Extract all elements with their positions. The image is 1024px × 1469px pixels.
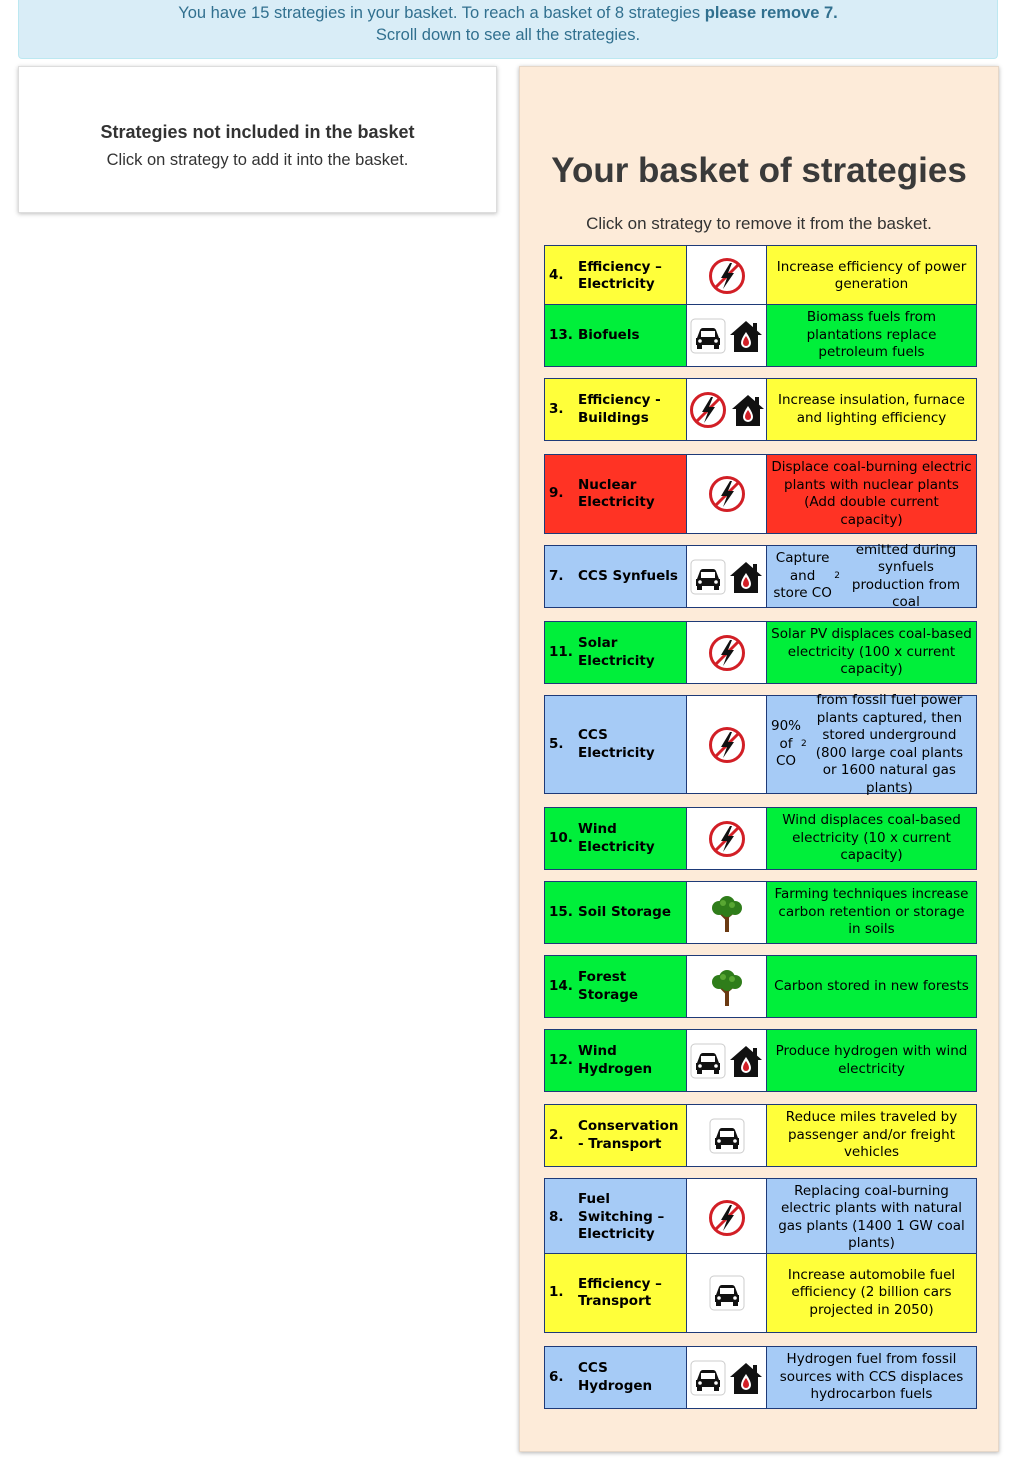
strategy-card[interactable] <box>544 454 977 534</box>
car-icon <box>690 1360 726 1396</box>
strategy-number: 7. <box>549 567 564 584</box>
strategy-name <box>545 1030 687 1091</box>
strategy-label: Wind Hydrogen <box>578 1043 653 1077</box>
strategy-label: Efficiency – Electricity <box>578 258 662 292</box>
strategy-label: Wind Electricity <box>578 821 655 855</box>
alert-remove-count: please remove 7. <box>704 4 838 22</box>
alert-line-1 <box>19 2 997 24</box>
strategy-icons <box>687 696 767 793</box>
strategy-description: Reduce miles traveled by passenger and/or freight vehicles <box>785 1109 958 1161</box>
strategy-icons <box>687 455 767 533</box>
strategy-label: Fuel Switching – Electricity <box>578 1191 665 1243</box>
electricity-icon <box>707 819 747 859</box>
strategy-label: Efficiency - Buildings <box>578 392 661 426</box>
house-fuel-icon <box>728 559 764 595</box>
strategy-name <box>545 546 687 607</box>
strategy-icons <box>687 246 767 306</box>
strategy-number: 9. <box>549 485 564 502</box>
strategy-card[interactable] <box>544 245 977 307</box>
alert-text: You have 15 strategies in your basket. To reach a basket of 8 strategies <box>178 4 705 22</box>
strategy-label: Soil Storage <box>578 903 671 920</box>
strategy-name <box>545 1347 687 1408</box>
strategy-icons <box>687 1179 767 1256</box>
strategy-label: Nuclear Electricity <box>578 476 655 510</box>
strategy-label: Efficiency – Transport <box>578 1275 662 1309</box>
strategy-name <box>545 622 687 683</box>
electricity-icon <box>707 256 747 296</box>
tree-icon <box>709 892 745 934</box>
strategy-icons <box>687 622 767 683</box>
strategy-icons <box>687 1347 767 1408</box>
strategy-card[interactable] <box>544 1104 977 1167</box>
strategy-label: CCS Synfuels <box>578 567 678 584</box>
strategy-card[interactable] <box>544 1253 977 1333</box>
car-icon <box>690 1043 726 1079</box>
not-included-panel <box>18 66 497 213</box>
strategy-icons <box>687 956 767 1017</box>
strategy-card[interactable] <box>544 807 977 870</box>
strategy-card[interactable] <box>544 1346 977 1409</box>
strategy-name <box>545 455 687 533</box>
strategy-name <box>545 1179 687 1256</box>
strategy-label: Conservation - Transport <box>578 1118 679 1152</box>
strategy-number: 3. <box>549 400 564 417</box>
alert-line-2: Scroll down to see all the strategies. <box>375 26 641 44</box>
electricity-icon <box>707 725 747 765</box>
strategy-number: 1. <box>549 1284 564 1301</box>
house-fuel-icon <box>728 1043 764 1079</box>
strategy-name <box>545 696 687 793</box>
strategy-description: Produce hydrogen with wind electricity <box>775 1043 968 1077</box>
electricity-icon <box>688 390 728 430</box>
house-fuel-icon <box>730 392 766 428</box>
strategy-icons <box>687 546 767 607</box>
strategy-description: Capture and store CO 2 emitted during synfuels production from coal <box>773 541 961 610</box>
strategy-card[interactable] <box>544 621 977 684</box>
strategy-card[interactable] <box>544 692 977 796</box>
strategy-icons <box>687 1105 767 1166</box>
strategy-number: 12. <box>549 1051 573 1068</box>
strategy-icons <box>687 808 767 869</box>
strategy-card[interactable] <box>544 304 977 367</box>
strategy-label: Solar Electricity <box>578 635 655 669</box>
strategy-number: 6. <box>549 1368 564 1385</box>
basket-subtitle: Click on strategy to remove it from the basket. <box>586 214 932 233</box>
car-icon <box>690 559 726 595</box>
strategy-number: 8. <box>549 1208 564 1225</box>
electricity-icon <box>707 1198 747 1238</box>
strategy-description: 90% of CO 2 from fossil fuel power plants captured, then stored underground (800 large coal plants or 1600 natural gas plants) <box>771 692 964 796</box>
strategy-icons <box>687 1030 767 1091</box>
strategy-description: Carbon stored in new forests <box>774 977 969 994</box>
strategy-name <box>545 956 687 1017</box>
strategy-number: 5. <box>549 735 564 752</box>
strategy-card[interactable] <box>544 1029 977 1092</box>
strategy-name <box>545 379 687 440</box>
not-included-subtitle: Click on strategy to add it into the basket. <box>106 151 409 169</box>
strategy-card[interactable] <box>544 881 977 944</box>
house-fuel-icon <box>728 318 764 354</box>
strategy-card[interactable] <box>544 1178 977 1257</box>
strategy-card[interactable] <box>544 378 977 441</box>
strategy-number: 11. <box>549 643 573 660</box>
strategy-description: Biomass fuels from plantations replace petroleum fuels <box>806 309 937 361</box>
strategy-label: CCS Electricity <box>578 727 655 761</box>
strategy-description: Increase insulation, furnace and lighting efficiency <box>778 392 965 426</box>
electricity-icon <box>707 474 747 514</box>
strategy-name <box>545 882 687 943</box>
strategy-number: 4. <box>549 267 564 284</box>
strategy-description: Replacing coal-burning electric plants with natural gas plants (1400 1 GW coal plants) <box>778 1182 965 1251</box>
car-icon <box>709 1275 745 1311</box>
strategy-icons <box>687 1254 767 1332</box>
strategy-number: 15. <box>549 903 573 920</box>
strategy-number: 14. <box>549 977 573 994</box>
car-icon <box>709 1118 745 1154</box>
strategy-card[interactable] <box>544 955 977 1018</box>
strategy-name <box>545 1105 687 1166</box>
basket-title: Your basket of strategies <box>551 151 967 190</box>
strategy-icons <box>687 379 767 440</box>
not-included-title: Strategies not included in the basket <box>100 122 415 142</box>
strategy-description: Wind displaces coal-based electricity (10 x current capacity) <box>782 812 961 864</box>
strategy-label: Biofuels <box>578 326 640 343</box>
strategy-number: 2. <box>549 1126 564 1143</box>
car-icon <box>690 318 726 354</box>
strategy-description: Hydrogen fuel from fossil sources with CCS displaces hydrocarbon fuels <box>779 1351 964 1403</box>
strategy-description: Solar PV displaces coal-based electricity (100 x current capacity) <box>771 626 972 678</box>
strategy-description: Displace coal-burning electric plants with nuclear plants (Add double current capacity) <box>771 459 972 528</box>
strategy-card[interactable] <box>544 541 977 610</box>
strategy-name <box>545 305 687 366</box>
house-fuel-icon <box>728 1360 764 1396</box>
strategy-label: CCS Hydrogen <box>578 1360 653 1394</box>
strategy-icons <box>687 882 767 943</box>
strategy-name <box>545 808 687 869</box>
strategy-description: Farming techniques increase carbon retention or storage in soils <box>774 886 969 938</box>
strategy-number: 13. <box>549 326 573 343</box>
strategy-name <box>545 1254 687 1332</box>
tree-icon <box>709 966 745 1008</box>
basket-count-alert <box>18 0 998 59</box>
strategy-icons <box>687 305 767 366</box>
strategy-description: Increase automobile fuel efficiency (2 billion cars projected in 2050) <box>787 1266 956 1318</box>
basket-panel <box>519 66 999 1452</box>
strategy-number: 10. <box>549 829 573 846</box>
strategy-label: Forest Storage <box>578 969 639 1003</box>
electricity-icon <box>707 633 747 673</box>
strategy-description: Increase efficiency of power generation <box>776 258 967 292</box>
strategy-name <box>545 246 687 306</box>
